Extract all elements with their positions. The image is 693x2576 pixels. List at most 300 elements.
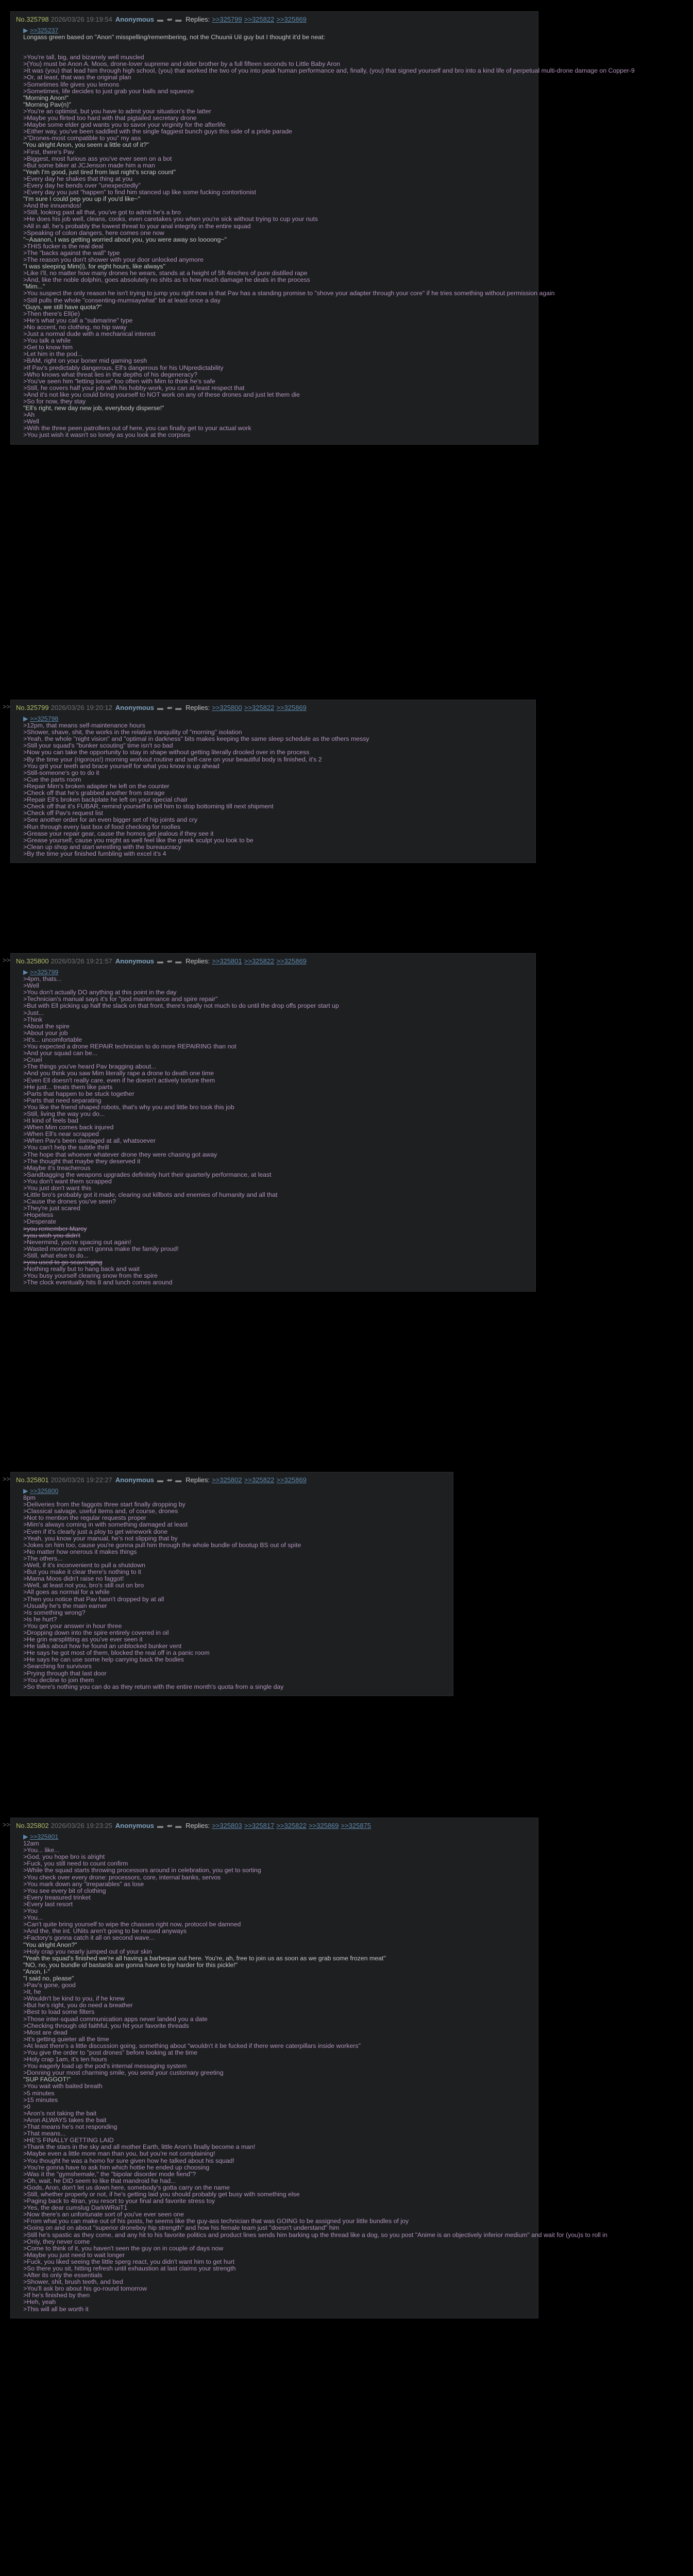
greentext-line: >Shower, shave, shit, the works in the relative tranquility of "morning" isolation	[23, 728, 242, 736]
options-icon[interactable]: ▬	[157, 958, 164, 965]
post-line	[23, 1010, 530, 1016]
post	[10, 11, 635, 445]
greentext-line: >Fuck, you liked seeing the little sperg react, you didn't want him to get hurt	[23, 2258, 235, 2265]
greentext-line: >Cause the drones you've seen?	[23, 1198, 116, 1206]
greentext-line: >And it's not like you could bring yourself to NOT work on any of these drones and just let them die	[23, 391, 300, 398]
post-line	[23, 2306, 533, 2313]
greentext-line: >Still he's spastic as they come, and any hit to his favorite politics and product lines sends him barking up the thread like a dog, so you post "Anime is an objectively inferior medium" and wait for (you)s to roll in	[23, 2231, 607, 2239]
reply-link[interactable]: >>325822	[244, 1476, 275, 1484]
post-line	[23, 2285, 533, 2292]
greentext-line: >It's... uncomfortable	[23, 1036, 82, 1043]
reply-link[interactable]: >>325822	[244, 704, 275, 711]
greentext-line: >Parts that happen to be stuck together	[23, 1090, 134, 1097]
greentext-line: >He just... treats them like parts	[23, 1083, 113, 1091]
greentext-line: >Sandbagging the weapons upgrades definitely hurt their quarterly performance, at least	[23, 1171, 272, 1178]
greentext-line: >Maybe it's treacherous	[23, 1164, 91, 1172]
replies-label: Replies:	[185, 704, 210, 711]
post-line	[23, 1030, 530, 1037]
greentext-line: >Is he hurt?	[23, 1615, 57, 1623]
post	[10, 953, 536, 1292]
greentext-line: >From what you can make out of his posts, he seems like the guy-ass technician that was GOING to be assigned your little bundles of joy	[23, 2217, 409, 2225]
reply-link[interactable]: >>325869	[276, 1476, 307, 1484]
greentext-line: >Best to load some filters	[23, 2008, 95, 2016]
greentext-line: >Who knows what threat lies in the depths of his degeneracy?	[23, 370, 198, 378]
greentext-line: >You don't actually DO anything at this point in the day	[23, 989, 177, 996]
post-container	[0, 700, 536, 863]
greentext-line: >Sometimes, life decides to just grab your balls and squeeze	[23, 87, 194, 95]
reply-link[interactable]: >>325875	[341, 1822, 371, 1829]
greentext-line: >You busy yourself clearing snow from the spire	[23, 1272, 158, 1280]
greentext-line: >BAM, right on your boner mid gaming sesh	[23, 357, 147, 365]
dialogue-line: "Yeah the squad's finished we're all having a barbeque out here. You're, ah, free to join us as soon as we grab some frozen meat"	[23, 1954, 386, 1962]
post-line	[23, 1684, 448, 1690]
quote-link[interactable]: >>325799	[29, 969, 59, 976]
post-info	[16, 703, 530, 713]
greentext-line: >The clock eventually hits 8 and lunch comes around	[23, 1279, 173, 1286]
reply-icon[interactable]: ⮨	[166, 704, 173, 711]
greentext-line: >You can't help the subtle thrill	[23, 1144, 109, 1151]
greentext-line: >15 minutes	[23, 2096, 58, 2104]
post-line	[23, 1178, 530, 1185]
reply-indicator: >>	[2, 1475, 10, 1483]
greentext-line: >Still, what else to do...	[23, 1251, 89, 1259]
greentext-line: >If Pav's predictably dangerous, Ell's dangerous for his UNpredictability	[23, 364, 224, 371]
greentext-line: >Factory's gonna catch it all on second wave...	[23, 1934, 155, 1942]
post-container	[0, 1818, 607, 2318]
greentext-line: >First, there's Pav	[23, 148, 75, 156]
greentext-line: >Like I'll, no matter how many drones he wears, stands at a height of 5ft 4inches of pure distilled rape	[23, 269, 308, 277]
post	[10, 700, 536, 863]
reply-link[interactable]: >>325799	[212, 15, 242, 23]
menu-icon[interactable]: ▬	[175, 704, 182, 711]
post-line	[23, 1003, 530, 1009]
dialogue-line: "I said no, please"	[23, 1974, 74, 1982]
greentext-line: >Just...	[23, 1009, 44, 1016]
dialogue-line: "Morning Anon!"	[23, 94, 69, 101]
post-number[interactable]: No.325801	[16, 1476, 49, 1484]
greentext-line: >Checking through old faithful, you hit your favorite threads	[23, 2022, 189, 2029]
post-line	[23, 2002, 533, 2009]
greentext-line: >Cue the parts room	[23, 775, 81, 783]
quote-link[interactable]: >>325237	[29, 27, 59, 34]
strikethrough-line: >you remember Marcy	[23, 1225, 87, 1232]
reply-link[interactable]: >>325869	[276, 15, 307, 23]
post-line	[23, 392, 533, 398]
post-line	[23, 2097, 533, 2104]
greentext-line: >Those inter-squad communication apps never landed you a date	[23, 2015, 208, 2023]
post-line	[23, 331, 533, 337]
greentext-line: >Still, looking past all that, you've got to admit he's a bro	[23, 209, 181, 216]
greentext-line: >Can't quite bring yourself to wipe the chasses right now, protocol be damned	[23, 1921, 241, 1928]
greentext-line: >He does his job well, cleans, cooks, even caretakes you when you're sick without trying to cup your nuts	[23, 215, 318, 223]
greentext-line: >Hopeless	[23, 1211, 54, 1219]
greentext-line: >And the, the int. UNits aren't going to be reused anyways	[23, 1927, 187, 1935]
replies-list	[185, 1822, 371, 1829]
greentext-line: >Either way, you've been saddled with the single faggiest bunch guys this side of a pride parade	[23, 128, 292, 135]
quote-link[interactable]: >>325800	[29, 1487, 59, 1495]
reply-link[interactable]: >>325822	[244, 957, 275, 965]
replies-label: Replies:	[185, 957, 210, 965]
greentext-line: >(You) must be Anon A. Moos, drone-lover supreme and older brother by a full fifteen seconds to Little Baby Aron	[23, 60, 341, 68]
post-line	[23, 2124, 533, 2130]
greentext-line: >Check off that it's FUBAR, remind yourself to tell him to stop bottoming till next shipment	[23, 803, 274, 810]
greentext-line: >He says he got most of them, blocked the real off in a panic room	[23, 1649, 210, 1657]
quote-link[interactable]: >>325801	[29, 1833, 59, 1840]
greentext-line: >Check off that he's grabbed another from storage	[23, 789, 165, 797]
menu-icon[interactable]: ▬	[175, 1822, 182, 1829]
post-timestamp: 2026/03/26 19:20:12	[50, 704, 112, 711]
post-line	[23, 1279, 530, 1286]
greentext-line: >Get to know him	[23, 344, 73, 351]
reply-icon[interactable]: ⮨	[166, 16, 173, 23]
post-line	[23, 1888, 533, 1894]
strikethrough-line: >you wish you didn't	[23, 1231, 80, 1239]
replies-list	[185, 1476, 307, 1484]
post-line	[23, 196, 533, 202]
greentext-line: >While the squad starts throwing processors around in celebration, you get to sorting	[23, 1867, 261, 1874]
post-line	[23, 1969, 533, 1975]
greentext-line: >Shower, shit, brush teeth, and bed	[23, 2278, 123, 2286]
greentext-line: >Gods, Aron, don't let us down here, somebody's gotta carry on the name	[23, 2183, 230, 2191]
replies-list	[185, 957, 307, 965]
greentext-line: >Repair Mim's broken adapter he left on the counter	[23, 782, 170, 790]
reply-link[interactable]: >>325800	[212, 704, 242, 711]
greentext-line: >Still, whether properly or not, if he's getting laid you should probably get busy with something else	[23, 2190, 300, 2198]
post-line	[23, 2083, 533, 2090]
post-line	[23, 1023, 530, 1030]
reply-icon[interactable]: ⮨	[166, 1822, 173, 1829]
post-line	[23, 770, 530, 776]
post-line	[23, 1212, 530, 1218]
greentext-line: >Well	[23, 982, 39, 990]
greentext-line: >But he's right, you do need a breather	[23, 2002, 133, 2009]
greentext-line: >When Mim comes back injured	[23, 1124, 114, 1131]
greentext-line: >Yeah, the whole "night vision" and "optimal in darkness" bits makes keeping the same sleep schedule as the others messy	[23, 735, 369, 743]
greentext-line: >Check off Pav's request list	[23, 809, 103, 817]
poster-name: Anonymous	[115, 15, 155, 23]
reply-link[interactable]: >>325869	[276, 704, 307, 711]
greentext-line: >Every day he shakes that thing at you	[23, 175, 133, 182]
reply-icon[interactable]: ⮨	[166, 1477, 173, 1484]
greentext-line: >About the spire	[23, 1022, 70, 1030]
greentext-line: >And the innuendos!	[23, 202, 82, 210]
greentext-line: >You	[23, 1907, 38, 1915]
post-line	[23, 1246, 530, 1252]
greentext-line: >Then there's Ell(ie)	[23, 310, 80, 317]
post-line	[23, 1834, 533, 1840]
post-timestamp: 2026/03/26 19:22:27	[50, 1476, 112, 1484]
greentext-line: >Holy crap 1am, it's ten hours	[23, 2056, 107, 2063]
greentext-line: >He says he can use some help carrying back the bodies	[23, 1656, 184, 1664]
blank-line	[23, 41, 533, 47]
post-line	[23, 1894, 533, 1901]
greentext-line: >Going on and on about "superior droneboy hip strength" and how his female team just "doesn't understand" him	[23, 2224, 340, 2232]
greentext-line: >Just a normal dude with a mechanical interest	[23, 330, 156, 338]
quote-link[interactable]: >>325798	[29, 715, 59, 722]
post-line	[23, 432, 533, 438]
greentext-line: >You grit your teeth and brace yourself for what you know is up ahead	[23, 762, 219, 770]
greentext-line: >Clean up shop and start wrestling with the bureaucracy	[23, 843, 181, 851]
greentext-line: >HE'S FINALLY GETTING LAID	[23, 2137, 114, 2144]
greentext-line: >Pav's gone, good	[23, 1981, 76, 1989]
greentext-line: >They're just scared	[23, 1205, 80, 1212]
greentext-line: >Parts that need separating	[23, 1096, 102, 1104]
options-icon[interactable]: ▬	[157, 704, 164, 711]
greentext-line: >All goes as normal for a while	[23, 1588, 110, 1596]
greentext-line: >You just wish it wasn't so lonely as you look at the corpses	[23, 431, 191, 439]
greentext-line: >The thought that maybe they deserved it	[23, 1157, 141, 1165]
strikethrough-line: >you used to go scavenging	[23, 1259, 103, 1266]
dialogue-line: "Ell's right, new day new job, everybody disperse!"	[23, 404, 164, 412]
dialogue-line: "Mim..."	[23, 283, 45, 291]
post-container	[0, 11, 635, 445]
greentext-line: >When Ell's near scrapped	[23, 1130, 99, 1138]
greentext-line: >But with Ell picking up half the slack on that front, there's really not much to do until the drop offs proper start up	[23, 1002, 339, 1010]
options-icon[interactable]: ▬	[157, 1477, 164, 1484]
greentext-line: >After its only the essentials	[23, 2272, 103, 2279]
greentext-line: >You wait with baited breath	[23, 2082, 103, 2090]
greentext-line: >Holy crap you nearly jumped out of your skin	[23, 1947, 152, 1955]
post-line	[23, 2299, 533, 2306]
replies-label: Replies:	[185, 1476, 210, 1484]
greentext-line: >Aron ALWAYS takes the bait	[23, 2116, 107, 2124]
greentext-line: >Searching for survivors	[23, 1663, 92, 1670]
post-container	[0, 1472, 453, 1696]
greentext-line: >Maybe some elder god wants you to savor your virginity for the afterlife	[23, 121, 226, 129]
options-icon[interactable]: ▬	[157, 16, 164, 23]
greentext-line: >And you think you saw Mim literally rape a drone to death one time	[23, 1070, 214, 1077]
greentext-line: >Now you can take the opportunity to stay in shape without getting literally drooled over in the process	[23, 749, 310, 756]
backlink-arrow-icon: ▶	[23, 1833, 30, 1840]
post-line	[23, 1226, 530, 1232]
greentext-line: >Still pulls the whole "consenting-mumsaywhat" bit at least once a day	[23, 296, 221, 304]
post-body	[16, 1488, 448, 1690]
post-number[interactable]: No.325800	[16, 957, 49, 965]
greentext-line: >No matter how onerous it makes things	[23, 1548, 137, 1555]
dialogue-line: "Anon, I-"	[23, 1968, 50, 1975]
post-body	[16, 969, 530, 1286]
post-body	[16, 1833, 607, 2313]
reply-indicator: >>	[2, 1821, 10, 1828]
greentext-line: >Still, he covers half your job with his hobby-work, you can at least respect that	[23, 384, 245, 392]
greentext-line: >He talks about how he found an unblocked bunker vent	[23, 1642, 182, 1650]
post-line	[23, 1901, 533, 1908]
greentext-line: >And your squad can be...	[23, 1049, 97, 1057]
greentext-line: 12am	[23, 1840, 39, 1848]
greentext-line: >Still your squad's "bunker scouting" time isn't so bad	[23, 742, 173, 750]
reply-icon[interactable]: ⮨	[166, 958, 173, 965]
greentext-line: >That means...	[23, 2130, 66, 2138]
greentext-line: >Biggest, most furious ass you've ever seen on a bot	[23, 155, 172, 162]
reply-link[interactable]: >>325822	[276, 1822, 307, 1829]
greentext-line: >Now there's an unfortunate sort of you've ever seen one	[23, 2211, 184, 2218]
post-number[interactable]: No.325798	[16, 15, 49, 23]
post-timestamp: 2026/03/26 19:19:54	[50, 15, 112, 23]
post-line	[23, 1962, 533, 1969]
greentext-line: >Ah	[23, 411, 35, 419]
post-line	[23, 1043, 530, 1050]
greentext-line: >Not to mention the regular requests proper	[23, 1514, 146, 1522]
reply-link[interactable]: >>325803	[212, 1822, 242, 1829]
greentext-line: >You give the order to "post drones" before looking at the time	[23, 2049, 198, 2056]
greentext-line: >You expected a drone REPAIR technician to do more REPAIRING than not	[23, 1043, 236, 1050]
menu-icon[interactable]: ▬	[175, 958, 182, 965]
greentext-line: >So there you sit, hitting refresh until exhaustion at last claims your strength	[23, 2265, 236, 2272]
greentext-line: >Yeah, you know your manual, he's not slipping that by	[23, 1534, 178, 1542]
greentext-line: >Deliveries from the faggots three start finally dropping by	[23, 1501, 185, 1509]
menu-icon[interactable]: ▬	[175, 1477, 182, 1484]
greentext-line: >Still-someone's go to do it	[23, 769, 99, 776]
greentext-line: >Every day you just "happen" to find him stanced up like some fucking contortionist	[23, 189, 257, 196]
replies-label: Replies:	[185, 1822, 210, 1829]
greentext-line: >Wasted moments aren't gonna make the family proud!	[23, 1245, 179, 1252]
greentext-line: >You mark down any "irreparables" as lose	[23, 1880, 144, 1888]
post-line	[23, 142, 533, 148]
post-line	[23, 1935, 533, 1941]
options-icon[interactable]: ▬	[157, 1822, 164, 1829]
greentext-line: >0	[23, 2103, 31, 2110]
greentext-line: >Well	[23, 418, 39, 426]
greentext-line: >Jokes on him too, cause you're gonna pull him through the whole bundle of bootup BS out of spite	[23, 1541, 301, 1549]
greentext-line: >"Drones-most compatible to you" my ass	[23, 134, 141, 142]
greentext-line: >Every last resort	[23, 1900, 73, 1908]
greentext-line: >And, like the noble dolphin, goes absolutely no shits as to how much damage he deals in the process	[23, 276, 310, 284]
reply-link[interactable]: >>325801	[212, 957, 242, 965]
greentext-line: >All in all, he's probably the lowest threat to your anal integrity in the entire squad	[23, 222, 251, 230]
greentext-line: >When Pav's been damaged at all, whatsoever	[23, 1137, 156, 1145]
greentext-line: >With the three peen patrollers out of here, you can finally get to your actual work	[23, 425, 251, 432]
post-line	[23, 1198, 530, 1205]
greentext-line: >You talk a while	[23, 337, 71, 345]
dialogue-line: "NO, no, you bundle of bastards are gonna have to try harder for this pickle!"	[23, 1961, 238, 1969]
replies-list	[185, 704, 307, 711]
dialogue-line: "I'm sure I could pep you up if you'd like~"	[23, 195, 141, 203]
greentext-line: >Yes, the dear cumslug DarkWRaiT1	[23, 2204, 128, 2212]
greentext-line: >Prying through that last door	[23, 1669, 107, 1677]
poster-name: Anonymous	[115, 1476, 155, 1484]
post-line	[23, 2070, 533, 2076]
greentext-line: >Little bro's probably got it made, clearing out killbots and enemies of humanity and all that	[23, 1191, 278, 1199]
greentext-line: >You just don't want this	[23, 1184, 92, 1192]
menu-icon[interactable]: ▬	[175, 16, 182, 23]
greentext-line: >THIS fucker is the real deal	[23, 242, 104, 250]
post-number[interactable]: No.325802	[16, 1822, 49, 1829]
greentext-line: >Usually he's the main earner	[23, 1602, 107, 1609]
post-line	[23, 2231, 607, 2239]
post-line	[23, 1488, 448, 1495]
replies-list	[185, 15, 307, 23]
greentext-line: >The hope that whoever whatever drone they were chasing got away	[23, 1150, 217, 1158]
greentext-line: >Maybe even a little more man than you, but you're not complaining!	[23, 2150, 215, 2158]
greentext-line: >Donning your most charming smile, you send your customary greeting	[23, 2069, 224, 2077]
post-line	[23, 1975, 533, 1982]
greentext-line: >Fuck, you still need to count confirm	[23, 1860, 128, 1868]
greentext-line: >Speaking of colon dangers, here comes one now	[23, 229, 164, 236]
greentext-line: >Is something wrong?	[23, 1608, 86, 1616]
post-line	[23, 2023, 533, 2029]
greentext-line: >Desperate	[23, 1218, 56, 1226]
greentext-line: >4pm, thats...	[23, 975, 62, 983]
post-container	[0, 953, 536, 1292]
dialogue-line: "You alright Anon?"	[23, 1941, 77, 1948]
post-line	[23, 1982, 533, 1989]
greentext-line: >12pm, that means self-maintenance hours	[23, 722, 145, 730]
post-timestamp: 2026/03/26 19:23:25	[50, 1822, 112, 1829]
greentext-line: 8pm	[23, 1494, 36, 1502]
greentext-line: >You...	[23, 1914, 43, 1922]
greentext-line: >Maybe you flirted too hard with that pigtailed secretary drone	[23, 114, 197, 122]
post-line	[23, 277, 533, 283]
greentext-line: >Nothing really but to hang back and wait	[23, 1265, 140, 1273]
reply-link[interactable]: >>325802	[212, 1476, 242, 1484]
greentext-line: >Only, they never come	[23, 2238, 90, 2245]
dialogue-line: "Yeah I'm good, just tired from last night's scrap count"	[23, 168, 176, 176]
post-info	[16, 957, 530, 966]
post-line	[23, 344, 533, 351]
post-body	[16, 716, 530, 857]
post-line	[23, 337, 533, 344]
greentext-line: >At least there's a little discussion going, something about "wouldn't it be fucked if there were caterpillars inside workers"	[23, 2042, 361, 2049]
dialogue-line: "~Aaanon, I was getting worried about you, you were away so loooong~"	[23, 235, 227, 243]
greentext-line: >He grin earsplitting as you've ever seen it	[23, 1636, 143, 1643]
greentext-line: >Let him in the pod...	[23, 350, 83, 358]
greentext-line: >Even if it's clearly just a ploy to get winework done	[23, 1528, 168, 1535]
reply-link[interactable]: >>325869	[308, 1822, 339, 1829]
poster-name: Anonymous	[115, 957, 155, 965]
backlink-arrow-icon: ▶	[23, 969, 30, 976]
greentext-line: >Then you notice that Pav hasn't dropped by at all	[23, 1595, 164, 1603]
post-number[interactable]: No.325799	[16, 704, 49, 711]
greentext-line: >Classical salvage, useful items and, of course, drones	[23, 1507, 178, 1515]
greentext-line: >Well, if it's inconvenient to pull a shutdown	[23, 1562, 145, 1569]
greentext-line: >You don't want them scrapped	[23, 1177, 112, 1185]
poster-name: Anonymous	[115, 704, 155, 711]
greentext-line: >But some biker at JCJenson made him a man	[23, 161, 155, 169]
dialogue-line: "SUP FAGGOT!"	[23, 2076, 71, 2083]
reply-link[interactable]: >>325869	[276, 957, 307, 965]
greentext-line: >God, you hope bro is alright	[23, 1853, 105, 1861]
reply-link[interactable]: >>325822	[244, 15, 275, 23]
backlink-arrow-icon: ▶	[23, 27, 30, 34]
greentext-line: >See another order for an even bigger set of hip joints and cry	[23, 816, 198, 824]
greentext-line: >Come to think of it, you haven't seen the guy on in couple of days now	[23, 2244, 224, 2252]
greentext-line: >You thought he was a homo for sure given how he talked about his squad!	[23, 2157, 235, 2164]
reply-link[interactable]: >>325817	[244, 1822, 275, 1829]
greentext-line: >You suspect the only reason he isn't trying to jump you right now is that Pav has a standing promise to "shove your adapter through your core" if he tries something without permission again	[23, 290, 555, 297]
greentext-line: >It's getting quieter all the time	[23, 2035, 109, 2043]
greentext-line: >It, he	[23, 1988, 41, 1996]
greentext-line: >You eagerly load up the pod's internal messaging system	[23, 2062, 187, 2070]
greentext-line: >Sometimes life gives you lemons	[23, 80, 120, 88]
greentext-line: >Every treasured trinket	[23, 1893, 91, 1901]
reply-indicator: >>	[2, 956, 10, 964]
greentext-line: >The things you've heard Pav bragging about...	[23, 1063, 157, 1071]
greentext-line: >Maybe you just need to wait longer	[23, 2251, 125, 2259]
greentext-line: >You like the friend shaped robots, that's why you and little bro took this job	[23, 1103, 234, 1111]
post-line	[23, 976, 530, 982]
post-body	[16, 27, 635, 439]
post-line	[23, 1603, 448, 1609]
post-line	[23, 1205, 530, 1212]
dialogue-line: "I was sleeping Mim(i), for eight hours, like always"	[23, 263, 165, 270]
greentext-line: >Mama Moos didn't raise no faggot!	[23, 1575, 124, 1583]
greentext-line: >Even Ell doesn't really care, even if he doesn't actively torture them	[23, 1076, 215, 1084]
post	[10, 1472, 453, 1696]
greentext-line: >Aron's not taking the bait	[23, 2109, 97, 2117]
greentext-line: >Cruel	[23, 1056, 42, 1064]
poster-name: Anonymous	[115, 1822, 155, 1829]
post-line	[23, 969, 530, 976]
